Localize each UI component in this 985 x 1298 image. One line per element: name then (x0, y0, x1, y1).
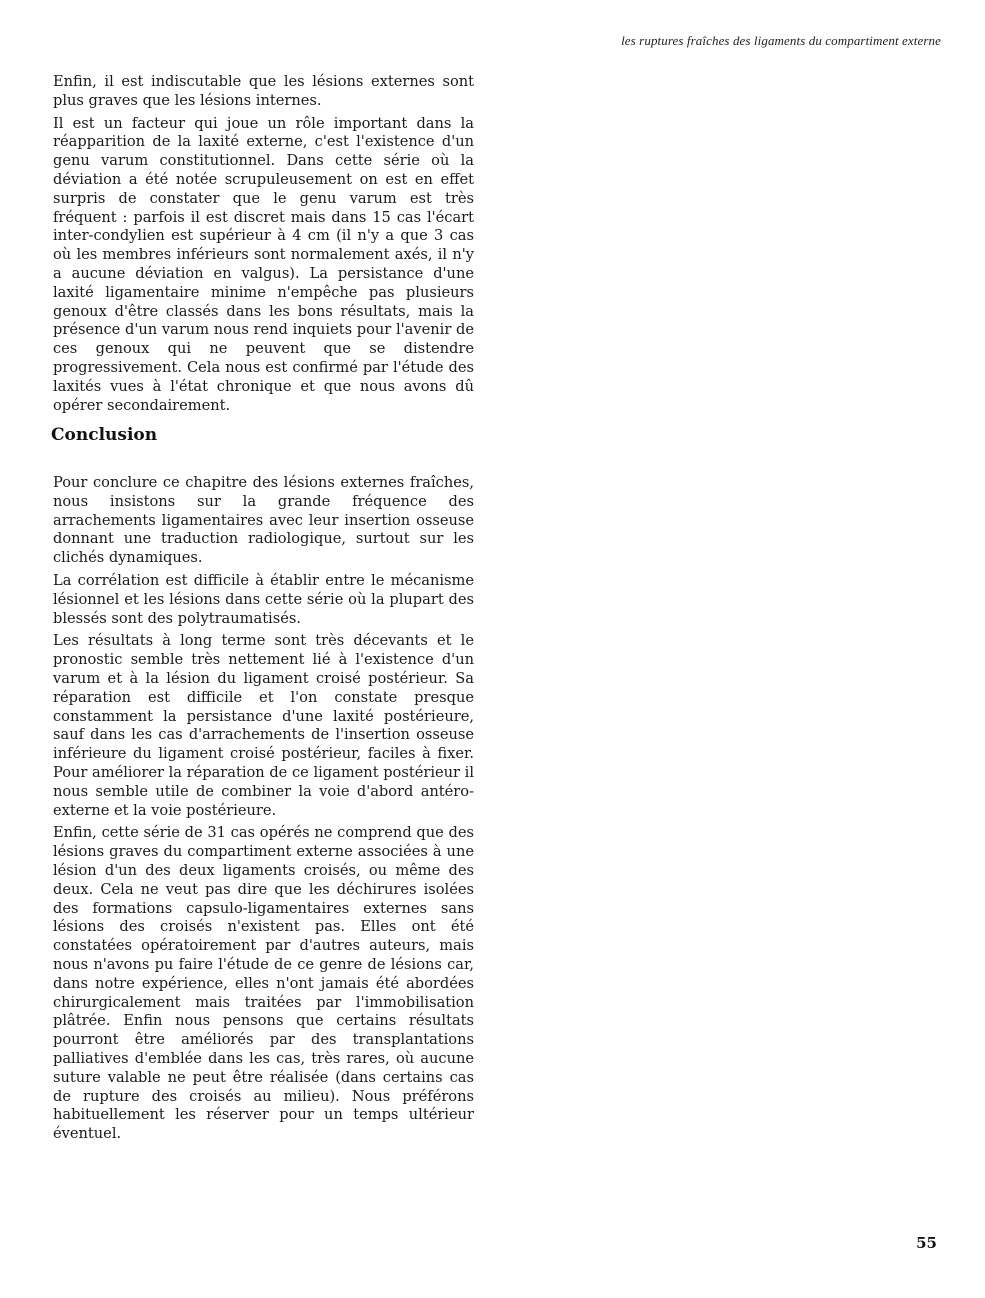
paragraph: Enfin, cette série de 31 cas opérés ne comprend que des lésions graves du compartiment externe associées à une lésion d'un des deux ligaments croisés, ou même des deux. Cela ne veut pas dire que les déchirures isolées des formations capsulo-ligamentaires externes sans lésions des croisés n'existent pas. Elles ont été constatées opératoirement par d'autres auteurs, mais nous n'avons pu faire l'étude de ce genre de lésions car, dans notre expérience, elles n'ont jamais été abordées chirurgicalement mais traitées par l'immobilisation plâtrée. Enfin nous pensons que certains résultats pourront être améliorés par des transplantations palliatives d'emblée dans les cas, très rares, où aucune suture valable ne peut être réalisée (dans certains cas de rupture des croisés au milieu). Nous préférons habituellement les réserver pour un temps ultérieur éventuel. (53, 824, 474, 1143)
page-number: 55 (916, 1234, 937, 1252)
paragraph: Pour conclure ce chapitre des lésions externes fraîches, nous insistons sur la grande fréquence des arrachements ligamentaires avec leur insertion osseuse donnant une traduction radiologique, surtout sur les clichés dynamiques. (53, 474, 474, 567)
section-title: Conclusion (51, 425, 158, 445)
conclusion-text-block (53, 474, 474, 1144)
paragraph: Les résultats à long terme sont très décevants et le pronostic semble très nettement lié à l'existence d'un varum et à la lésion du ligament croisé postérieur. Sa réparation est difficile et l'on constate presque constamment la persistance d'une laxité postérieure, sauf dans les cas d'arrachements de l'insertion osseuse inférieure du ligament croisé postérieur, faciles à fixer. Pour améliorer la réparation de ce ligament postérieur il nous semble utile de combiner la voie d'abord antéro-externe et la voie postérieure. (53, 632, 474, 819)
paragraph: Enfin, il est indiscutable que les lésions externes sont plus graves que les lésions internes. (53, 73, 474, 109)
paragraph: La corrélation est difficile à établir entre le mécanisme lésionnel et les lésions dans cette série où la plupart des blessés sont des polytraumatisés. (53, 571, 474, 627)
intro-text-block (53, 73, 474, 415)
running-header: les ruptures fraîches des ligaments du compartiment externe (621, 33, 941, 48)
paragraph: Il est un facteur qui joue un rôle important dans la réapparition de la laxité externe, c'est l'existence d'un genu varum constitutionnel. Dans cette série où la déviation a été notée scrupuleusement on est en effet surpris de constater que le genu varum est très fréquent : parfois il est discret mais dans 15 cas l'écart inter-condylien est supérieur à 4 cm (il n'y a que 3 cas où les membres inférieurs sont normalement axés, il n'y a aucune déviation en valgus). La persistance d'une laxité ligamentaire minime n'empêche pas plusieurs genoux d'être classés dans les bons résultats, mais la présence d'un varum nous rend inquiets pour l'avenir de ces genoux qui ne peuvent que se distendre progressivement. Cela nous est confirmé par l'étude des laxités vues à l'état chronique et que nous avons dû opérer secondairement. (53, 114, 474, 414)
